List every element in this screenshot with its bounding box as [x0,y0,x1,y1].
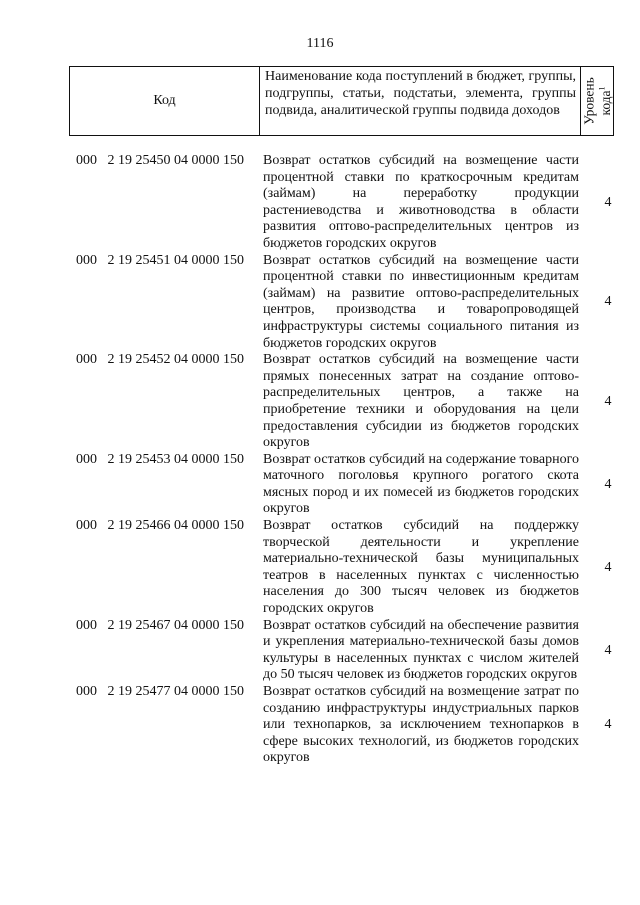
entry-admin-code: 000 [76,617,97,633]
entry-class-code: 2 19 25467 04 0000 150 [107,617,244,633]
entry-admin-code: 000 [76,153,97,168]
header-level-cell [581,67,613,135]
entry-row [0,618,640,684]
entry-level: 4 [604,194,612,210]
entry-name: Возврат остатков субсидий на обеспечение развития и укрепления материально-технической базы домов культуры в населенных пунктах с числом жителей до 50 тысяч человек из бюджетов городских округов [263,617,579,683]
header-level-line2: кода [597,90,613,116]
entry-level: 4 [604,393,612,409]
header-name-cell: Наименование кода поступлений в бюджет, группы, подгруппы, статьи, подстатьи, элемента, группы подвида, аналитической группы подвида доходов [260,67,581,135]
entry-level: 4 [604,559,612,575]
entry-row [0,452,640,518]
entry-name: Возврат остатков субсидий на возмещение части прямых понесенных затрат на создание оптово-распределительных центров, а также на приобретение техники и оборудования на цели предоставления субсидии из бюджетов городских округов [263,352,579,451]
entry-code [0,618,263,684]
entry-name: Возврат остатков субсидий на возмещение затрат по созданию инфраструктуры индустриальных парков или технопарков, за исключением технопарков в сфере высоких технологий, из бюджетов городских округов [263,684,579,766]
entry-name: Возврат остатков субсидий на возмещение части процентной ставки по инвестиционным кредитам (займам) на развитие оптово-распределительных центров, производства и товаропроводящей инфраструктуры системы социального питания из бюджетов городских округов [263,252,579,351]
entry-row [0,684,640,767]
entry-level: 4 [604,717,612,733]
entry-level: 4 [604,642,612,658]
entry-code [0,684,263,767]
entry-admin-code: 000 [76,518,97,534]
entry-class-code: 2 19 25453 04 0000 150 [107,451,244,467]
header-code-cell: Код [70,67,260,135]
entry-code [0,253,263,353]
entry-class-code: 2 19 25466 04 0000 150 [107,518,244,534]
entry-code [0,518,263,618]
header-level-label [582,77,612,125]
header-level-footnote: 1 [597,86,607,91]
entry-class-code: 2 19 25452 04 0000 150 [107,352,244,368]
entry-row [0,153,640,253]
entry-level: 4 [604,476,612,492]
entry-code [0,153,263,253]
header-level-line1: Уровень [581,77,597,125]
entry-admin-code: 000 [76,684,97,699]
page-number: 1116 [306,36,334,51]
entry-admin-code: 000 [76,252,97,268]
entry-code [0,352,263,452]
entry-admin-code: 000 [76,451,97,467]
header-table [69,66,614,136]
entry-name: Возврат остатков субсидий на содержание товарного маточного поголовья крупного рогатого скота мясных пород и их помесей из бюджетов городских округов [263,451,579,517]
entry-class-code: 2 19 25450 04 0000 150 [107,153,244,168]
entries-list [0,153,640,767]
entry-admin-code: 000 [76,352,97,368]
entry-class-code: 2 19 25451 04 0000 150 [107,252,244,268]
entry-row [0,253,640,353]
entry-class-code: 2 19 25477 04 0000 150 [107,684,244,699]
entry-code [0,452,263,518]
entry-name: Возврат остатков субсидий на возмещение части процентной ставки по краткосрочным кредитам (займам) на переработку продукции растениеводства и животноводства в области развития оптово-распределительных центров из бюджетов городских округов [263,153,579,251]
entry-row [0,518,640,618]
entry-row [0,352,640,452]
entry-name: Возврат остатков субсидий на поддержку творческой деятельности и укрепление материально-технической базы муниципальных театров в населенных пунктах с численностью населения до 300 тысяч человек из бюджетов городских округов [263,518,579,617]
entry-level: 4 [604,294,612,310]
